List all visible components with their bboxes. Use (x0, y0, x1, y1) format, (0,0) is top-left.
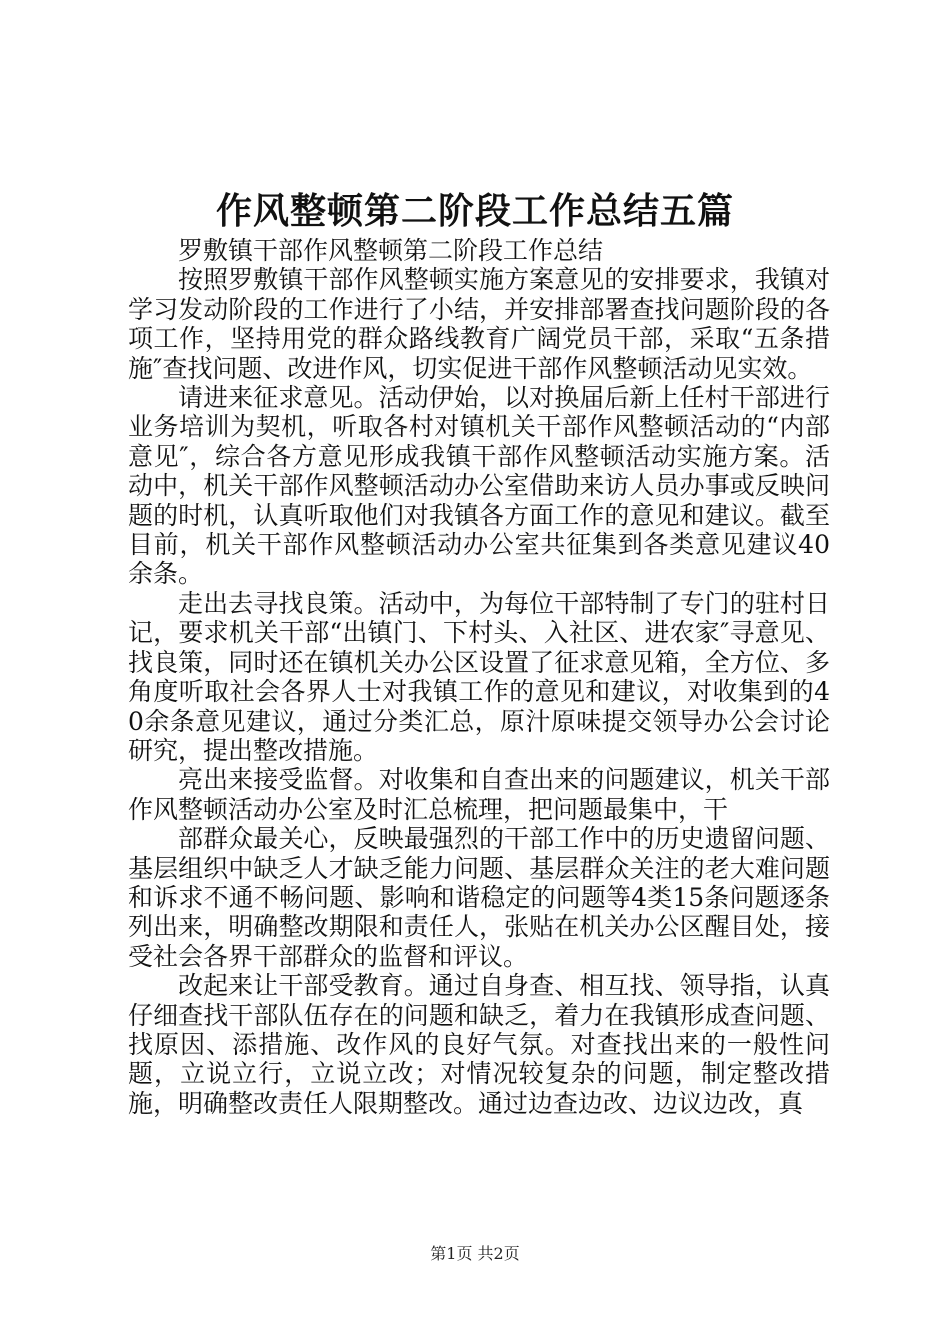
body-paragraph: 走出去寻找良策。活动中，为每位干部特制了专门的驻村日记，要求机关干部“出镇门、下村头、入社区、进农家″寻意见、找良策，同时还在镇机关办公区设置了征求意见箱，全方位、多角度听取社会各界人士对我镇工作的意见和建议，对收集到的40余条意见建议，通过分类汇总，原汁原味提交领导办公会讨论研究，提出整改措施。 (128, 588, 830, 765)
body-paragraph: 改起来让干部受教育。通过自身查、相互找、领导指，认真仔细查找干部队伍存在的问题和缺乏，着力在我镇形成查问题、找原因、添措施、改作风的良好气氛。对查找出来的一般性问题，立说立行，立说立改；对情况较复杂的问题，制定整改措施，明确整改责任人限期整改。通过边查边改、边议边改，真 (128, 971, 830, 1118)
page-number-footer: 第1页 共2页 (430, 1244, 520, 1263)
body-paragraph: 部群众最关心，反映最强烈的干部工作中的历史遗留问题、基层组织中缺乏人才缺乏能力问题、基层群众关注的老大难问题和诉求不通不畅问题、影响和谐稳定的问题等4类15条问题逐条列出来，明确整改期限和责任人，张贴在机关办公区醒目处，接受社会各界干部群众的监督和评议。 (128, 824, 830, 971)
intro-paragraph: 按照罗敷镇干部作风整顿实施方案意见的安排要求，我镇对学习发动阶段的工作进行了小结，并安排部署查找问题阶段的各项工作，坚持用党的群众路线教育广阔党员干部，采取“五条措施″查找问题、改进作风，切实促进干部作风整顿活动见实效。 (128, 265, 830, 383)
body-paragraph: 请进来征求意见。活动伊始，以对换届后新上任村干部进行业务培训为契机，听取各村对镇机关干部作风整顿活动的“内部意见″，综合各方意见形成我镇干部作风整顿活动实施方案。活动中，机关干部作风整顿活动办公室借助来访人员办事或反映问题的时机，认真听取他们对我镇各方面工作的意见和建议。截至目前，机关干部作风整顿活动办公室共征集到各类意见建议40余条。 (128, 383, 830, 589)
subtitle-paragraph: 罗敷镇干部作风整顿第二阶段工作总结 (178, 236, 604, 265)
document-title: 作风整顿第二阶段工作总结五篇 (215, 190, 734, 232)
body-paragraph: 亮出来接受监督。对收集和自查出来的问题建议，机关干部作风整顿活动办公室及时汇总梳理，把问题最集中，干 (128, 765, 830, 824)
document-body (128, 236, 830, 1118)
